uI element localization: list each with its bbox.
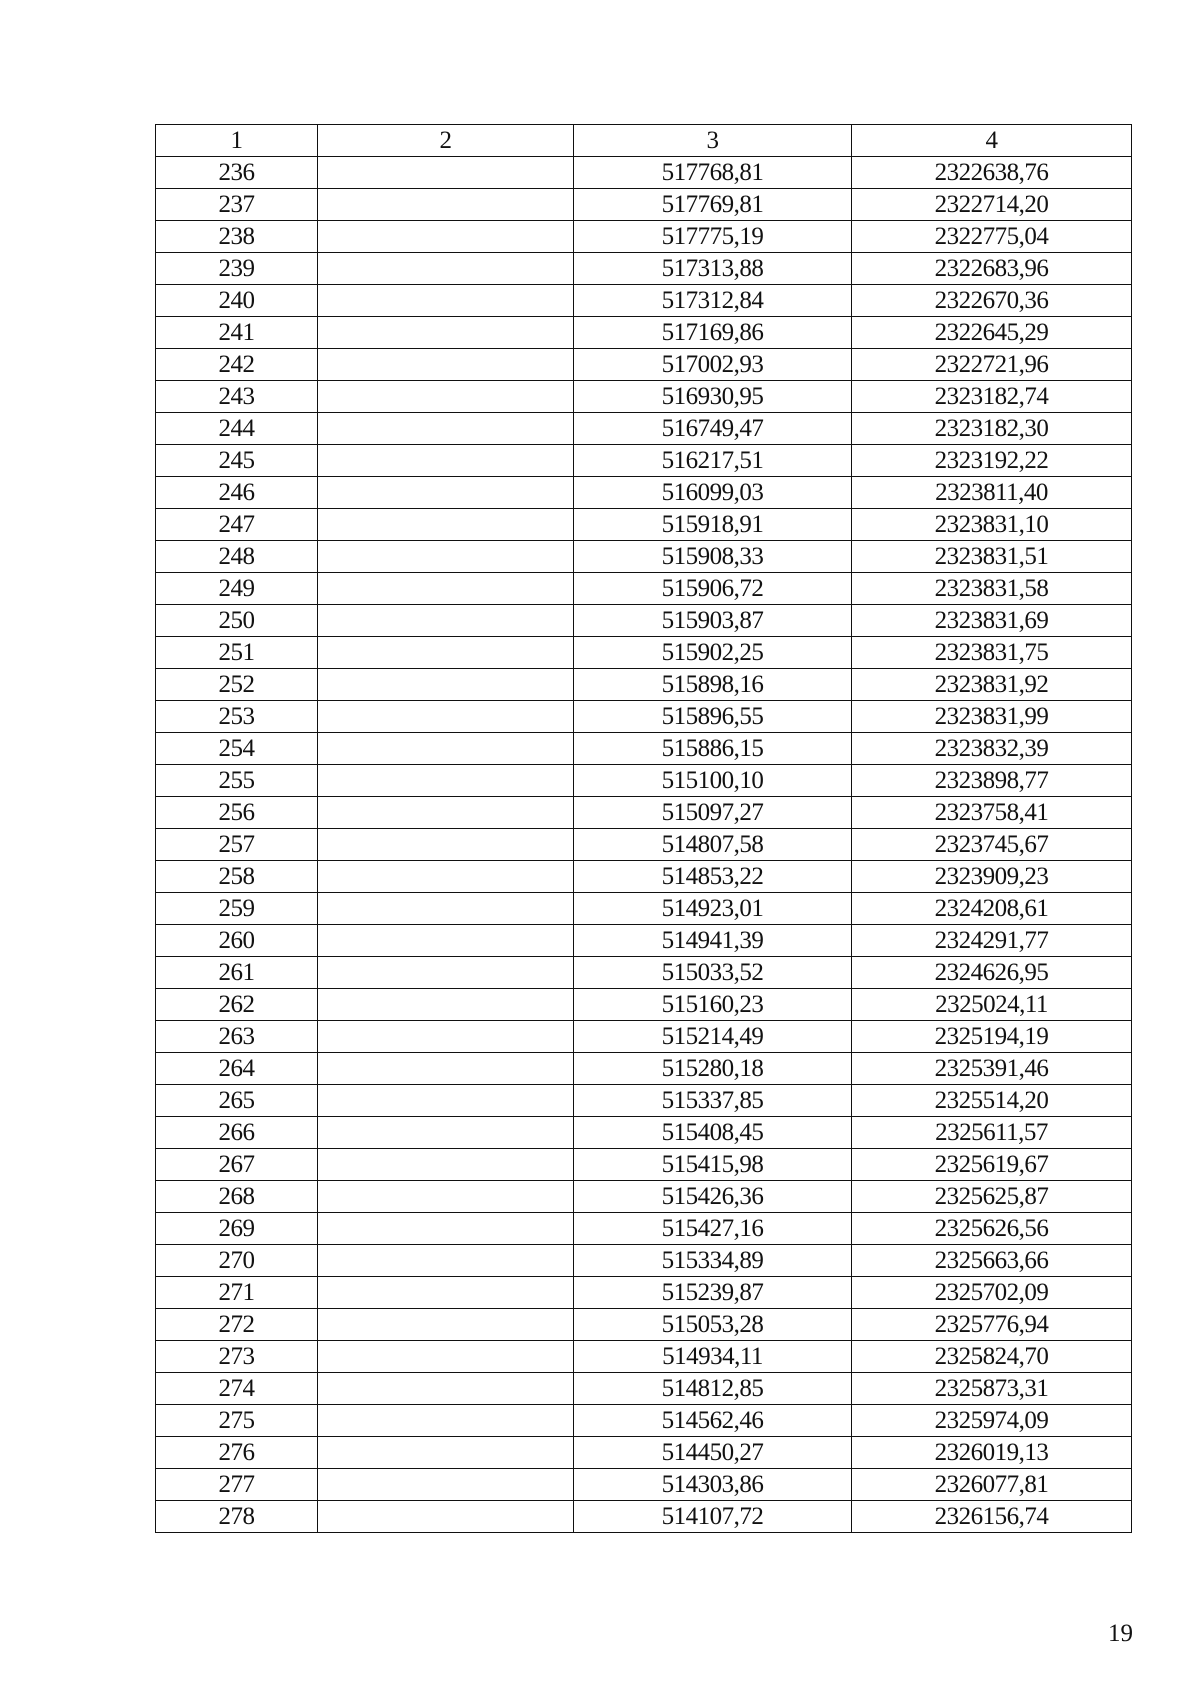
- x-coordinate-cell: 515427,16: [574, 1213, 852, 1245]
- description-cell: [318, 829, 574, 861]
- x-coordinate-cell: 514941,39: [574, 925, 852, 957]
- row-number-cell: 237: [156, 189, 318, 221]
- row-number-cell: 276: [156, 1437, 318, 1469]
- description-cell: [318, 1181, 574, 1213]
- description-cell: [318, 1373, 574, 1405]
- y-coordinate-cell: 2325619,67: [852, 1149, 1132, 1181]
- row-number-cell: 245: [156, 445, 318, 477]
- x-coordinate-cell: 514812,85: [574, 1373, 852, 1405]
- table-row: [156, 1437, 1132, 1469]
- x-coordinate-cell: 514107,72: [574, 1501, 852, 1533]
- y-coordinate-cell: 2323831,58: [852, 573, 1132, 605]
- y-coordinate-cell: 2323831,92: [852, 669, 1132, 701]
- description-cell: [318, 605, 574, 637]
- x-coordinate-cell: 515902,25: [574, 637, 852, 669]
- y-coordinate-cell: 2325873,31: [852, 1373, 1132, 1405]
- description-cell: [318, 637, 574, 669]
- y-coordinate-cell: 2325514,20: [852, 1085, 1132, 1117]
- x-coordinate-cell: 514807,58: [574, 829, 852, 861]
- x-coordinate-cell: 517768,81: [574, 157, 852, 189]
- x-coordinate-cell: 515426,36: [574, 1181, 852, 1213]
- y-coordinate-cell: 2323831,10: [852, 509, 1132, 541]
- description-cell: [318, 221, 574, 253]
- description-cell: [318, 957, 574, 989]
- y-coordinate-cell: 2325776,94: [852, 1309, 1132, 1341]
- column-header: 1: [156, 125, 318, 157]
- description-cell: [318, 317, 574, 349]
- table-row: [156, 1469, 1132, 1501]
- table-row: [156, 1501, 1132, 1533]
- table-row: [156, 285, 1132, 317]
- y-coordinate-cell: 2322714,20: [852, 189, 1132, 221]
- table-row: [156, 1053, 1132, 1085]
- y-coordinate-cell: 2326077,81: [852, 1469, 1132, 1501]
- row-number-cell: 242: [156, 349, 318, 381]
- y-coordinate-cell: 2325626,56: [852, 1213, 1132, 1245]
- description-cell: [318, 1405, 574, 1437]
- row-number-cell: 269: [156, 1213, 318, 1245]
- row-number-cell: 273: [156, 1341, 318, 1373]
- table-row: [156, 1149, 1132, 1181]
- description-cell: [318, 541, 574, 573]
- x-coordinate-cell: 516749,47: [574, 413, 852, 445]
- row-number-cell: 274: [156, 1373, 318, 1405]
- description-cell: [318, 1021, 574, 1053]
- y-coordinate-cell: 2322645,29: [852, 317, 1132, 349]
- column-header: 4: [852, 125, 1132, 157]
- table-row: [156, 1309, 1132, 1341]
- table-header-row: [156, 125, 1132, 157]
- y-coordinate-cell: 2323758,41: [852, 797, 1132, 829]
- y-coordinate-cell: 2325194,19: [852, 1021, 1132, 1053]
- table-row: [156, 893, 1132, 925]
- table-row: [156, 637, 1132, 669]
- x-coordinate-cell: 517775,19: [574, 221, 852, 253]
- description-cell: [318, 1309, 574, 1341]
- table-row: [156, 989, 1132, 1021]
- y-coordinate-cell: 2325702,09: [852, 1277, 1132, 1309]
- x-coordinate-cell: 515239,87: [574, 1277, 852, 1309]
- x-coordinate-cell: 516099,03: [574, 477, 852, 509]
- description-cell: [318, 1245, 574, 1277]
- table-row: [156, 1245, 1132, 1277]
- y-coordinate-cell: 2323182,74: [852, 381, 1132, 413]
- description-cell: [318, 509, 574, 541]
- row-number-cell: 253: [156, 701, 318, 733]
- y-coordinate-cell: 2322670,36: [852, 285, 1132, 317]
- table-row: [156, 957, 1132, 989]
- description-cell: [318, 1469, 574, 1501]
- description-cell: [318, 285, 574, 317]
- table-row: [156, 1341, 1132, 1373]
- x-coordinate-cell: 515334,89: [574, 1245, 852, 1277]
- y-coordinate-cell: 2323832,39: [852, 733, 1132, 765]
- x-coordinate-cell: 515908,33: [574, 541, 852, 573]
- table-row: [156, 765, 1132, 797]
- description-cell: [318, 1085, 574, 1117]
- x-coordinate-cell: 517002,93: [574, 349, 852, 381]
- description-cell: [318, 1501, 574, 1533]
- y-coordinate-cell: 2323831,69: [852, 605, 1132, 637]
- row-number-cell: 252: [156, 669, 318, 701]
- row-number-cell: 241: [156, 317, 318, 349]
- table-row: [156, 445, 1132, 477]
- y-coordinate-cell: 2326156,74: [852, 1501, 1132, 1533]
- description-cell: [318, 1341, 574, 1373]
- table-row: [156, 1181, 1132, 1213]
- column-header: 2: [318, 125, 574, 157]
- description-cell: [318, 925, 574, 957]
- x-coordinate-cell: 516930,95: [574, 381, 852, 413]
- row-number-cell: 240: [156, 285, 318, 317]
- description-cell: [318, 669, 574, 701]
- row-number-cell: 271: [156, 1277, 318, 1309]
- row-number-cell: 267: [156, 1149, 318, 1181]
- y-coordinate-cell: 2323831,75: [852, 637, 1132, 669]
- row-number-cell: 264: [156, 1053, 318, 1085]
- x-coordinate-cell: 515415,98: [574, 1149, 852, 1181]
- row-number-cell: 246: [156, 477, 318, 509]
- description-cell: [318, 1213, 574, 1245]
- description-cell: [318, 797, 574, 829]
- y-coordinate-cell: 2322721,96: [852, 349, 1132, 381]
- x-coordinate-cell: 514450,27: [574, 1437, 852, 1469]
- description-cell: [318, 893, 574, 925]
- row-number-cell: 256: [156, 797, 318, 829]
- y-coordinate-cell: 2323898,77: [852, 765, 1132, 797]
- row-number-cell: 244: [156, 413, 318, 445]
- description-cell: [318, 1437, 574, 1469]
- row-number-cell: 259: [156, 893, 318, 925]
- x-coordinate-cell: 514853,22: [574, 861, 852, 893]
- y-coordinate-cell: 2325974,09: [852, 1405, 1132, 1437]
- description-cell: [318, 701, 574, 733]
- row-number-cell: 260: [156, 925, 318, 957]
- x-coordinate-cell: 517769,81: [574, 189, 852, 221]
- x-coordinate-cell: 517312,84: [574, 285, 852, 317]
- table-row: [156, 829, 1132, 861]
- x-coordinate-cell: 516217,51: [574, 445, 852, 477]
- description-cell: [318, 1053, 574, 1085]
- y-coordinate-cell: 2324626,95: [852, 957, 1132, 989]
- y-coordinate-cell: 2324208,61: [852, 893, 1132, 925]
- table-row: [156, 381, 1132, 413]
- x-coordinate-cell: 515100,10: [574, 765, 852, 797]
- table-row: [156, 1117, 1132, 1149]
- column-header: 3: [574, 125, 852, 157]
- row-number-cell: 266: [156, 1117, 318, 1149]
- row-number-cell: 275: [156, 1405, 318, 1437]
- x-coordinate-cell: 515214,49: [574, 1021, 852, 1053]
- y-coordinate-cell: 2322775,04: [852, 221, 1132, 253]
- description-cell: [318, 573, 574, 605]
- table-row: [156, 797, 1132, 829]
- table-row: [156, 317, 1132, 349]
- table-row: [156, 253, 1132, 285]
- y-coordinate-cell: 2323745,67: [852, 829, 1132, 861]
- x-coordinate-cell: 514934,11: [574, 1341, 852, 1373]
- y-coordinate-cell: 2325625,87: [852, 1181, 1132, 1213]
- description-cell: [318, 765, 574, 797]
- row-number-cell: 263: [156, 1021, 318, 1053]
- table-row: [156, 925, 1132, 957]
- x-coordinate-cell: 515918,91: [574, 509, 852, 541]
- row-number-cell: 258: [156, 861, 318, 893]
- y-coordinate-cell: 2325663,66: [852, 1245, 1132, 1277]
- description-cell: [318, 477, 574, 509]
- x-coordinate-cell: 515280,18: [574, 1053, 852, 1085]
- y-coordinate-cell: 2323831,51: [852, 541, 1132, 573]
- description-cell: [318, 861, 574, 893]
- description-cell: [318, 445, 574, 477]
- table-row: [156, 477, 1132, 509]
- table-row: [156, 1021, 1132, 1053]
- row-number-cell: 278: [156, 1501, 318, 1533]
- table-row: [156, 1085, 1132, 1117]
- row-number-cell: 247: [156, 509, 318, 541]
- description-cell: [318, 1117, 574, 1149]
- table-row: [156, 157, 1132, 189]
- table-row: [156, 221, 1132, 253]
- description-cell: [318, 1149, 574, 1181]
- description-cell: [318, 157, 574, 189]
- row-number-cell: 255: [156, 765, 318, 797]
- x-coordinate-cell: 515886,15: [574, 733, 852, 765]
- description-cell: [318, 989, 574, 1021]
- x-coordinate-cell: 515906,72: [574, 573, 852, 605]
- x-coordinate-cell: 515097,27: [574, 797, 852, 829]
- x-coordinate-cell: 515903,87: [574, 605, 852, 637]
- table-row: [156, 861, 1132, 893]
- table-row: [156, 509, 1132, 541]
- x-coordinate-cell: 515160,23: [574, 989, 852, 1021]
- description-cell: [318, 189, 574, 221]
- row-number-cell: 268: [156, 1181, 318, 1213]
- y-coordinate-cell: 2323182,30: [852, 413, 1132, 445]
- x-coordinate-cell: 515337,85: [574, 1085, 852, 1117]
- row-number-cell: 261: [156, 957, 318, 989]
- row-number-cell: 262: [156, 989, 318, 1021]
- table-row: [156, 1213, 1132, 1245]
- row-number-cell: 248: [156, 541, 318, 573]
- x-coordinate-cell: 515053,28: [574, 1309, 852, 1341]
- table-row: [156, 541, 1132, 573]
- row-number-cell: 270: [156, 1245, 318, 1277]
- table-row: [156, 605, 1132, 637]
- y-coordinate-cell: 2325024,11: [852, 989, 1132, 1021]
- y-coordinate-cell: 2323192,22: [852, 445, 1132, 477]
- y-coordinate-cell: 2323909,23: [852, 861, 1132, 893]
- y-coordinate-cell: 2323811,40: [852, 477, 1132, 509]
- table-body: [156, 157, 1132, 1533]
- y-coordinate-cell: 2322683,96: [852, 253, 1132, 285]
- x-coordinate-cell: 515408,45: [574, 1117, 852, 1149]
- description-cell: [318, 413, 574, 445]
- row-number-cell: 277: [156, 1469, 318, 1501]
- y-coordinate-cell: 2326019,13: [852, 1437, 1132, 1469]
- y-coordinate-cell: 2325824,70: [852, 1341, 1132, 1373]
- row-number-cell: 243: [156, 381, 318, 413]
- description-cell: [318, 253, 574, 285]
- row-number-cell: 239: [156, 253, 318, 285]
- x-coordinate-cell: 515033,52: [574, 957, 852, 989]
- coordinates-table: [155, 124, 1132, 1533]
- table-row: [156, 669, 1132, 701]
- page-number: 19: [1108, 1620, 1133, 1647]
- x-coordinate-cell: 514303,86: [574, 1469, 852, 1501]
- row-number-cell: 238: [156, 221, 318, 253]
- y-coordinate-cell: 2325391,46: [852, 1053, 1132, 1085]
- table-row: [156, 349, 1132, 381]
- x-coordinate-cell: 515898,16: [574, 669, 852, 701]
- y-coordinate-cell: 2322638,76: [852, 157, 1132, 189]
- x-coordinate-cell: 514562,46: [574, 1405, 852, 1437]
- table-row: [156, 733, 1132, 765]
- table-row: [156, 1373, 1132, 1405]
- table-row: [156, 1277, 1132, 1309]
- description-cell: [318, 381, 574, 413]
- y-coordinate-cell: 2323831,99: [852, 701, 1132, 733]
- table-row: [156, 1405, 1132, 1437]
- row-number-cell: 250: [156, 605, 318, 637]
- row-number-cell: 249: [156, 573, 318, 605]
- row-number-cell: 272: [156, 1309, 318, 1341]
- table-row: [156, 189, 1132, 221]
- table-row: [156, 701, 1132, 733]
- y-coordinate-cell: 2325611,57: [852, 1117, 1132, 1149]
- description-cell: [318, 1277, 574, 1309]
- x-coordinate-cell: 514923,01: [574, 893, 852, 925]
- row-number-cell: 251: [156, 637, 318, 669]
- table-row: [156, 573, 1132, 605]
- y-coordinate-cell: 2324291,77: [852, 925, 1132, 957]
- row-number-cell: 265: [156, 1085, 318, 1117]
- row-number-cell: 236: [156, 157, 318, 189]
- x-coordinate-cell: 517169,86: [574, 317, 852, 349]
- row-number-cell: 254: [156, 733, 318, 765]
- description-cell: [318, 349, 574, 381]
- x-coordinate-cell: 517313,88: [574, 253, 852, 285]
- x-coordinate-cell: 515896,55: [574, 701, 852, 733]
- table-row: [156, 413, 1132, 445]
- row-number-cell: 257: [156, 829, 318, 861]
- description-cell: [318, 733, 574, 765]
